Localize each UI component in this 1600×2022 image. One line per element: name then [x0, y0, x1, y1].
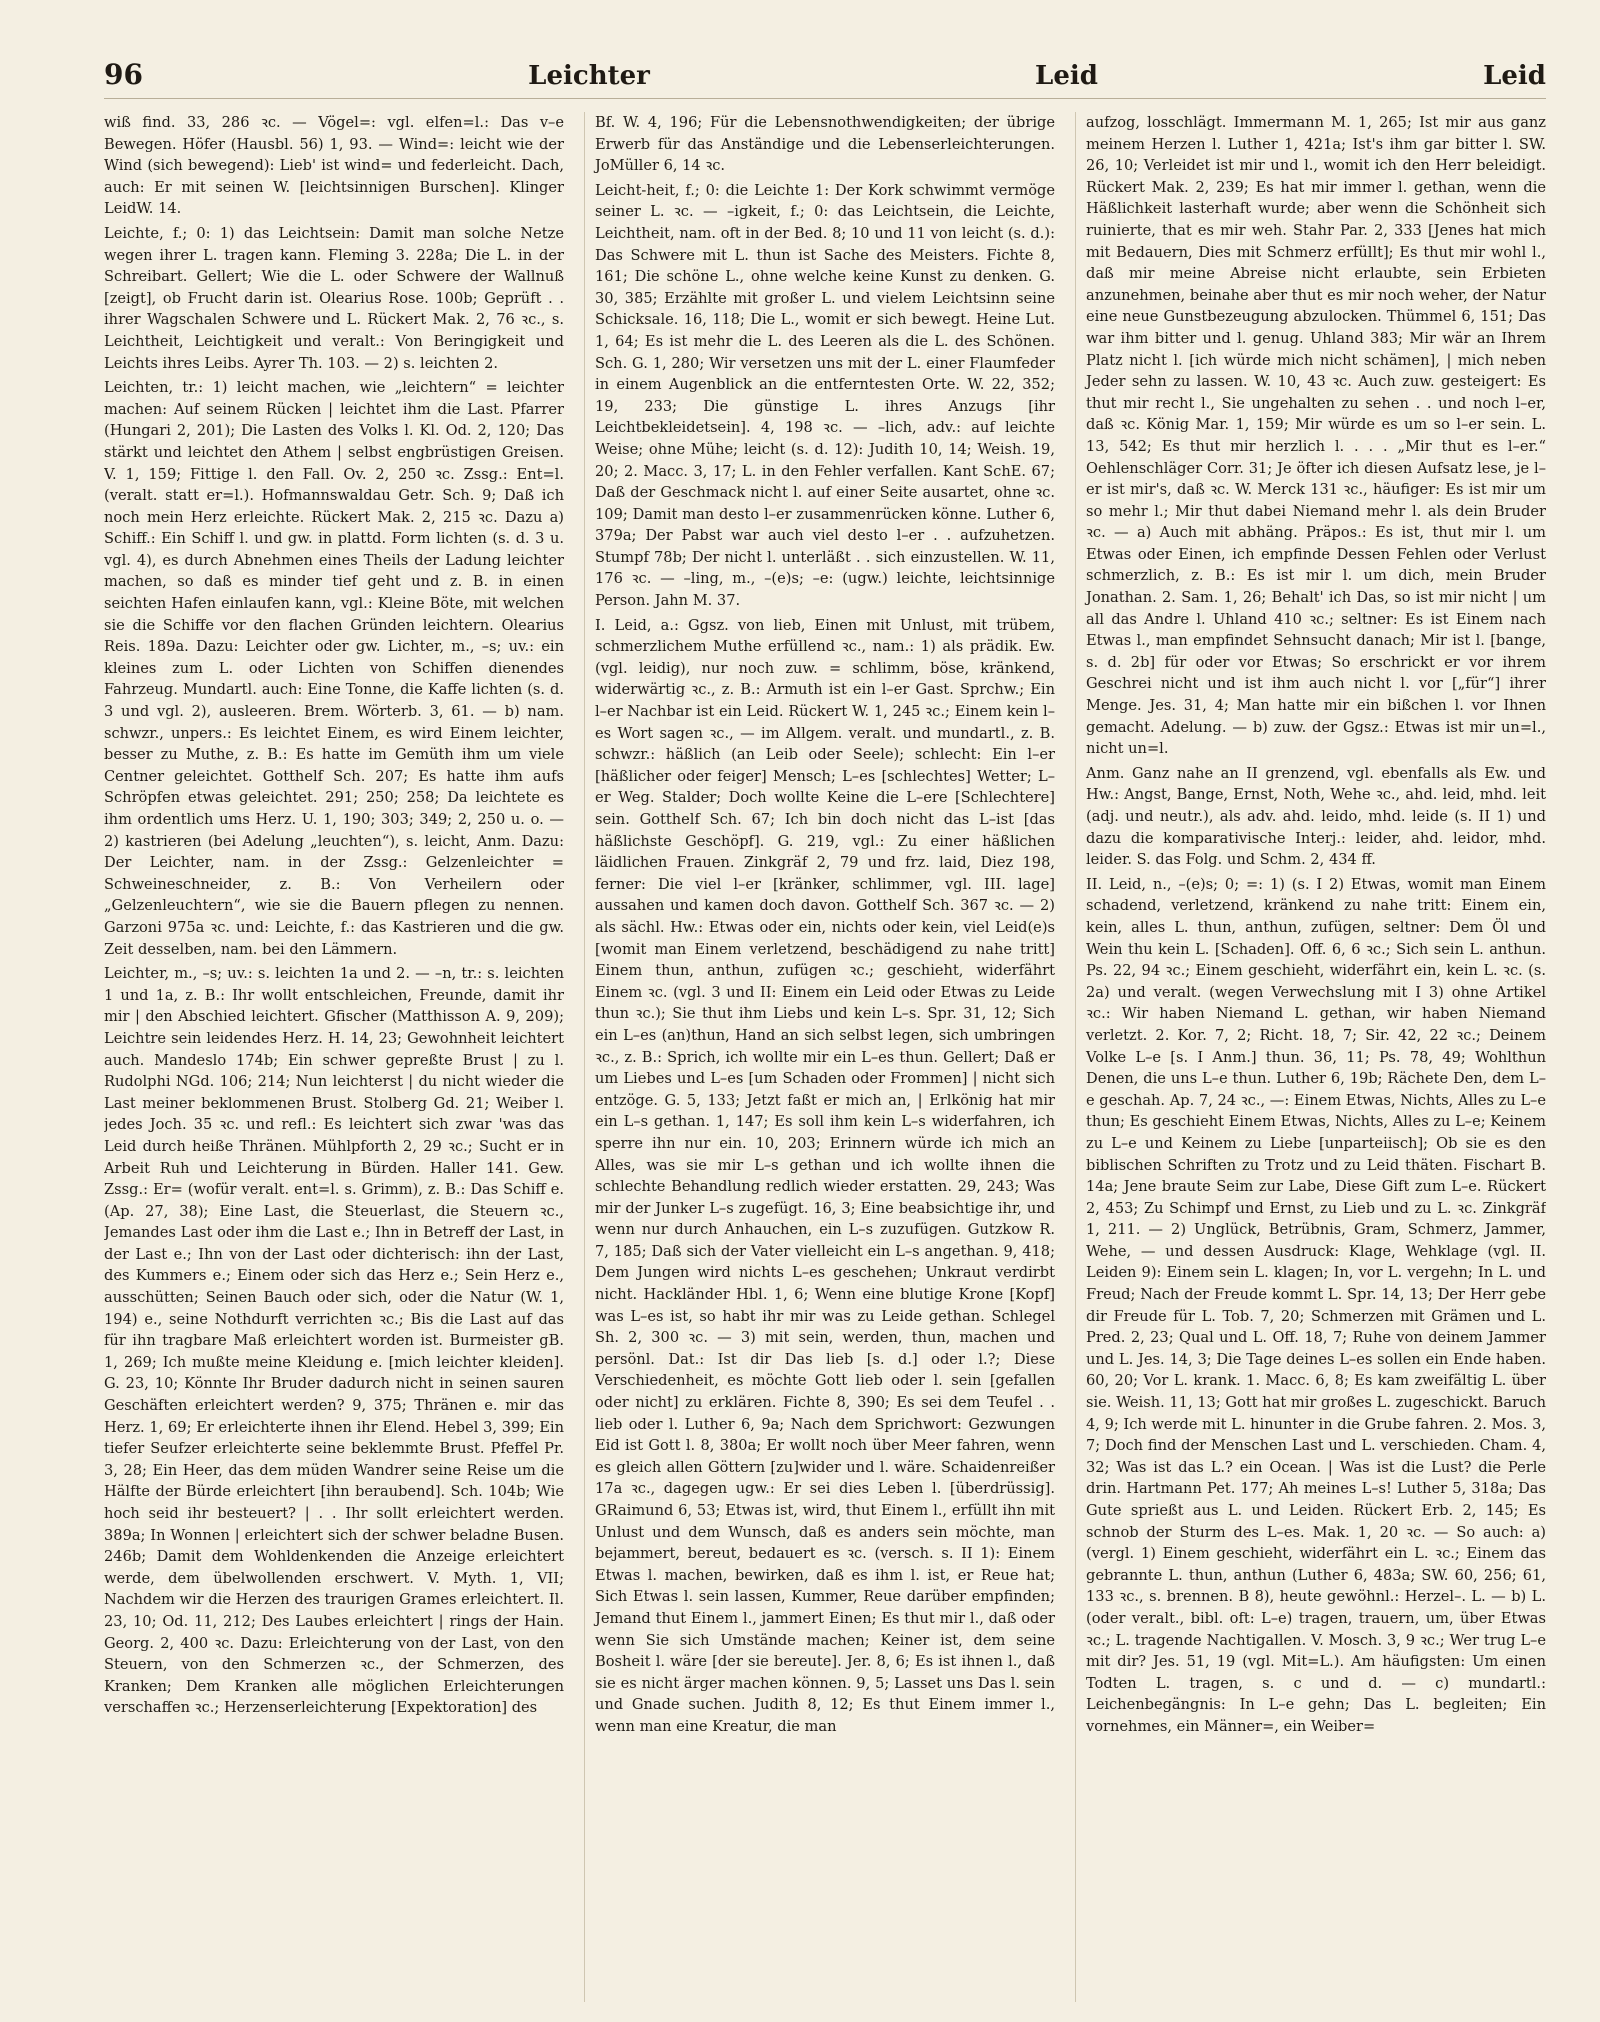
entry-paragraph: Leichte, f.; 0: 1) das Leichtsein: Damit man solche Netze wegen ihrer L. tragen kann. Fleming 3. 228a; Die L. in der Schreibart. Gellert; Wie die L. oder Schwere der Wallnuß [zeigt], ob Frucht darin ist. Olearius Rose. 100b; Geprüft . . ihrer Wagschalen Schwere und L. Rückert Mak. 2, 76 ꝛc., s. Leichtheit, Leichtigkeit und veralt.: Von Beringigkeit und Leichts ihres Leibs. Ayrer Th. 103. — 2) s. leichten 2. — [104, 224, 564, 372]
entry-paragraph: wiß find. 33, 286 ꝛc. — Vögel=: vgl. elfen=l.: Das v–e Bewegen. Höfer (Hausbl. 56) 1, 93. — Wind=: leicht wie der Wind (sich bewegend): Lieb' ist wind= und federleicht. Dach, auch: Er mit seinen W. [leichtsinnigen Burschen]. Klinger LeidW. 14. — [104, 114, 564, 218]
entry-paragraph: aufzog, losschlägt. Immermann M. 1, 265; Ist mir aus ganz meinem Herzen l. Luther 1, 421a; Ist's ihm gar bitter l. SW. 26, 10; Verleidet ist mir und l., womit ich den Herr beleidigt. Rückert Mak. 2, 239; Es hat mir immer l. gethan, wenn die Häßlichkeit lasterhaft wurde; aber wenn die Schönheit sich ruinierte, that es mir weh. Stahr Par. 2, 333 [Jenes hat mich mit Bedauern, Dies mit Schmerz erfüllt]; Es thut mir wohl l., daß mir meine Abreise nicht erlaubte, sein Erbieten anzunehmen, beinahe aber thut es mir noch weher, der Natur eine neue Gunstbezeugung abzulocken. Thümmel 6, 151; Das war ihm bitter und l. genug. Uhland 383; Mir wär an Ihrem Platz nicht l. [ich würde mich nicht schämen], | mich neben Jeder sehn zu lassen. W. 10, 43 ꝛc. Auch zuw. gesteigert: Es thut mir recht l., Sie ungehalten zu sehen . . und noch l–er, daß ꝛc. König Mar. 1, 159; Mir würde es um so l–er sein. L. 13, 542; Es thut mir herzlich l. . . . „Mir thut es l–er.“ Oehlenschläger Corr. 31; Je öfter ich diesen Aufsatz lese, je l–er ist mir's, daß ꝛc. W. Merck 131 ꝛc., häufiger: Es ist mir um so mehr l.; Mir thut dabei Niemand mehr l. als dein Bruder ꝛc. — a) Auch mit abhäng. Präpos.: Es ist, thut mir l. um Etwas oder Einen, ich empfinde Dessen Fehlen oder Verlust schmerzlich, z. B.: Es ist mir l. um dich, mein Bruder Jonathan. 2. Sam. 1, 26; Behalt' ich Das, so ist mir nicht | um all das Andre l. Uhland 410 ꝛc.; seltner: Es ist Einem nach Etwas l., man empfindet Sehnsucht danach; Mir ist l. [bange, s. d. 2b] für oder vor Etwas; So erschrickt er vor ihrem Geschrei nicht und ist ihm auch nicht l. vor [„für“] ihrer Menge. Jes. 31, 4; Man hatte mir ein bißchen l. vor Ihnen gemacht. Adelung. — b) zuw. der Ggsz.: Etwas ist mir un=l., nicht un=l. — [1086, 114, 1546, 758]
text-columns — [104, 112, 1546, 2002]
entry-paragraph: Leicht-heit, f.; 0: die Leichte 1: Der Kork schwimmt vermöge seiner L. ꝛc. — –igkeit, f.; 0: das Leichtsein, die Leichte, Leichtheit, nam. oft in der Bed. 8; 10 und 11 von leicht (s. d.): Das Schwere mit L. thun ist Sache des Meisters. Fichte 8, 161; Die schöne L., ohne welche keine Kunst zu denken. G. 30, 385; Erzählte mit großer L. und vielem Leichtsinn seine Schicksale. 16, 118; Die L., womit er sich bewegt. Heine Lut. 1, 64; Es ist mehr die L. des Leeren als die L. des Schönen. Sch. G. 1, 280; Wir versetzen uns mit der L. einer Flaumfeder in einem Augenblick an die entferntesten Orte. W. 22, 352; 19, 233; Die günstige L. ihres Anzugs [ihr Leichtbekleidetsein]. 4, 198 ꝛc. — –lich, adv.: auf leichte Weise; ohne Mühe; leicht (s. d. 12): Judith 10, 14; Weish. 19, 20; 2. Macc. 3, 17; L. in den Fehler verfallen. Kant SchE. 67; Daß der Geschmack nicht l. auf einer Seite ausartet, ohne ꝛc. 109; Damit man desto l–er zusammenrücken könne. Luther 6, 379a; Der Pabst war auch viel desto l–er . . aufzuhetzen. Stumpf 78b; Der nicht l. unterläßt . . sich einzustellen. W. 11, 176 ꝛc. — –ling, m., –(e)s; –e: (ugw.) leichte, leichtsinnige Person. Jahn M. 37. — [595, 181, 1055, 610]
header-left-word: Leichter — [528, 61, 650, 91]
column-left — [104, 112, 564, 2002]
entry-paragraph: Bf. W. 4, 196; Für die Lebensnothwendigkeiten; der übrige Erwerb für das Anständige und die Lebenserleichterungen. JoMüller 6, 14 ꝛc. — [595, 114, 1055, 175]
header-right-word: Leid — [1483, 61, 1546, 91]
running-header — [104, 58, 1546, 99]
column-right — [1075, 112, 1546, 2002]
entry-paragraph: I. Leid, a.: Ggsz. von lieb, Einen mit Unlust, mit trübem, schmerzlichem Muthe erfüllend ꝛc., nam.: 1) als prädik. Ew. (vgl. leidig), nur noch zuw. = schlimm, böse, kränkend, widerwärtig ꝛc., z. B.: Armuth ist ein l–er Gast. Sprchw.; Ein l–er Nachbar ist ein Leid. Rückert W. 1, 245 ꝛc.; Einem kein l–es Wort sagen ꝛc., — im Allgem. veralt. und mundartl., z. B. schwzr.: häßlich (an Leib oder Seele); schlecht: Ein l–er [häßlicher oder feiger] Mensch; L–es [schlechtes] Wetter; L–er Weg. Stalder; Doch wollte Keine die L–ere [Schlechtere] sein. Gotthelf Sch. 67; Ich bin doch nicht das L–ist [das häßlichste Geschöpf]. G. 219, vgl.: Zu einer häßlichen läidlichen Frauen. Zinkgräf 2, 79 und frz. laid, Diez 198, ferner: Die viel l–er [kränker, schlimmer, vgl. III. lage] aussahen und kamen doch davon. Gotthelf Sch. 367 ꝛc. — 2) als sächl. Hw.: Etwas oder ein, nichts oder kein, viel Leid(e)s [womit man Einem verletzend, beschädigend zu nahe tritt] Einem thun, anthun, zufügen ꝛc.; geschieht, widerfährt Einem ꝛc. (vgl. 3 und II: Einem ein Leid oder Etwas zu Leide thun ꝛc.); Sie thut ihm Liebs und kein L–s. Spr. 31, 12; Sich ein L–es (an)thun, Hand an sich selbst legen, sich umbringen ꝛc., z. B.: Sprich, ich wollte mir ein L–es thun. Gellert; Daß er um Liebes und L–es [um Schaden oder Frommen] | nicht sich entzöge. G. 5, 133; Jetzt faßt er mich an, | Erlkönig hat mir ein L–s gethan. 1, 147; Es soll ihm kein L–s widerfahren, ich sperre ihn nur ein. 10, 203; Erinnern würde ich mich an Alles, was sie mir L–s gethan und ich wollte ihnen die schlechte Behandlung redlich wieder erstatten. 29, 243; Was mir der Junker L–s zugefügt. 16, 3; Eine beabsichtige ihr, und wenn nur durch Anhauchen, ein L–s zuzufügen. Gutzkow R. 7, 185; Daß sich der Vater vielleicht ein L–s angethan. 9, 418; Dem Jungen wird nichts L–es geschehen; Unkraut verdirbt nicht. Hackländer Hbl. 1, 6; Wenn eine blutige Krone [Kopf] was L–es ist, so habt ihr mir was zu Leide gethan. Schlegel Sh. 2, 300 ꝛc. — 3) mit sein, werden, thun, machen und persönl. Dat.: Ist dir Das lieb [s. d.] oder l.?; Diese Verschiedenheit, es möchte Gott lieb oder l. sein [gefallen oder nicht] zu erklären. Fichte 8, 390; Es sei dem Teufel . . lieb oder l. Luther 6, 9a; Nach dem Sprichwort: Gezwungen Eid ist Gott l. 8, 380a; Er wollt noch über Meer fahren, wenn es gleich allen Göttern [zu]wider und l. wäre. Schaidenreißer 17a ꝛc., dagegen ugw.: Er sei dies Leben l. [überdrüssig]. GRaimund 6, 53; Etwas ist, wird, thut Einem l., erfüllt ihn mit Unlust und dem Wunsch, daß es anders sein möchte, man bejammert, bereut, bedauert es ꝛc. (versch. s. II 1): Einem Etwas l. machen, bewirken, daß es ihm l. ist, er Reue hat; Sich Etwas l. sein lassen, Kummer, Reue darüber empfinden; Jemand thut Einem l., jammert Einen; Es thut mir l., daß oder wenn Sie sich Umstände machen; Keiner ist, dem seine Bosheit l. wäre [der sie bereute]. Jer. 8, 6; Es ist ihnen l., daß sie es nicht ärger machen können. 9, 5; Lasset uns Das l. sein und Gnade suchen. Judith 8, 12; Es thut Einem immer l., wenn man eine Kreatur, die man — [595, 616, 1055, 1735]
entry-paragraph: Anm. Ganz nahe an II grenzend, vgl. ebenfalls als Ew. und Hw.: Angst, Bange, Ernst, Noth, Wehe ꝛc., ahd. leid, mhd. leit (adj. und neutr.), als adv. ahd. leido, mhd. leide (s. II 1) und dazu die komparativische Interj.: leider, ahd. leidor, mhd. leider. S. das Folg. und Schm. 2, 434 ff. — [1086, 764, 1546, 869]
header-center-word: Leid — [1035, 61, 1098, 91]
column-middle — [584, 112, 1055, 2002]
entry-paragraph: II. Leid, n., –(e)s; 0; =: 1) (s. I 2) Etwas, womit man Einem schadend, verletzend, kränkend zu nahe tritt: Einem ein, kein, alles L. thun, anthun, zufügen, seltner: Dem Öl und Wein thu kein L. [Schaden]. Off. 6, 6 ꝛc.; Sich sein L. anthun. Ps. 22, 94 ꝛc.; Einem geschieht, widerfährt ein, kein L. ꝛc. (s. 2a) und veralt. (wegen Verwechslung mit I 3) ohne Artikel ꝛc.: Wir haben Niemand L. gethan, wir haben Niemand verletzt. 2. Kor. 7, 2; Richt. 18, 7; Sir. 42, 22 ꝛc.; Deinem Volke L–e [s. I Anm.] thun. 36, 11; Ps. 78, 49; Wohlthun Denen, die uns L–e thun. Luther 6, 19b; Rächete Den, dem L–e geschah. Ap. 7, 24 ꝛc., —: Einem Etwas, Nichts, Alles zu L–e thun; Es geschieht Einem Etwas, Nichts, Alles zu L–e; Keinem zu L–e und Keinem zu Liebe [unparteiisch]; Ob sie es den biblischen Schriften zu Trotz und zu Leid thäten. Fischart B. 14a; Jene braute Seim zur Labe, Diese Gift zum L–e. Rückert 2, 453; Zu Schimpf und Ernst, zu Lieb und zu L. ꝛc. Zinkgräf 1, 211. — 2) Unglück, Betrübnis, Gram, Schmerz, Jammer, Wehe, — und dessen Ausdruck: Klage, Wehklage (vgl. II. Leiden 9): Einem sein L. klagen; In, vor L. vergehn; In L. und Freud; Nach der Freude kommt L. Spr. 14, 13; Der Herr gebe dir Freude für L. Tob. 7, 20; Schmerzen mit Grämen und L. Pred. 2, 23; Qual und L. Off. 18, 7; Ruhe von deinem Jammer und L. Jes. 14, 3; Die Tage deines L–es sollen ein Ende haben. 60, 20; Vor L. krank. 1. Macc. 6, 8; Es kam zweifältig L. über sie. Weish. 11, 13; Gott hat mir großes L. zugeschickt. Baruch 4, 9; Ich werde mit L. hinunter in die Grube fahren. 2. Mos. 3, 7; Doch find der Menschen Last und L. verschieden. Cham. 4, 32; Was ist das L.? ein Ocean. | Was ist die Lust? die Perle drin. Hartmann Pet. 177; Ah meines L–s! Luther 5, 318a; Das Gute sprießt aus L. und Leiden. Rückert Erb. 2, 145; Es schnob der Sturm des L–es. Mak. 1, 20 ꝛc. — So auch: a) (vergl. 1) Einem geschieht, widerfährt ein L. ꝛc.; Einem das gebrannte L. thun, anthun (Luther 6, 483a; SW. 60, 256; 61, 133 ꝛc., s. brennen. B 8), heute gewöhnl.: Herzel–. L. — b) L. (oder veralt., bibl. oft: L–e) tragen, trauern, um, über Etwas ꝛc.; L. tragende Nachtigallen. V. Mosch. 3, 9 ꝛc.; Wer trug L–e mit dir? Jes. 51, 19 (vgl. Mit=L.). Am häufigsten: Um einen Todten L. tragen, s. c und d. — c) mundartl.: Leichenbegängnis: In L–e gehn; Das L. begleiten; Ein vornehmes, ein Männer=, ein Weiber= — [1086, 875, 1546, 1735]
entry-paragraph: Leichten, tr.: 1) leicht machen, wie „leichtern“ = leichter machen: Auf seinem Rücken | leichtet ihm die Last. Pfarrer (Hungari 2, 201); Die Lasten des Volks l. Kl. Od. 2, 120; Das stärkt und leichtet den Athem | selbst engbrüstigen Greisen. V. 1, 159; Fittige l. den Fall. Ov. 2, 250 ꝛc. Zssg.: Ent=l. (veralt. statt er=l.). Hofmannswaldau Getr. Sch. 9; Daß ich noch mein Herz erleichte. Rückert Mak. 2, 215 ꝛc. Dazu a) Schiff.: Ein Schiff l. und gw. in plattd. Form lichten (s. d. 3 u. vgl. 4), es durch Abnehmen eines Theils der Ladung leichter machen, so daß es minder tief geht und z. B. in einen seichten Hafen einlaufen kann, vgl.: Kleine Böte, mit welchen sie die Schiffe vor den flachen Gründen leichtern. Olearius Reis. 189a. Dazu: Leichter oder gw. Lichter, m., –s; uv.: ein kleines zum L. oder Lichten von Schiffen dienendes Fahrzeug. Mundartl. auch: Eine Tonne, die Kaffe lichten (s. d. 3 und vgl. 2), ausleeren. Brem. Wörterb. 3, 61. — b) nam. schwzr., unpers.: Es leichtet Einem, es wird Einem leichter, besser zu Muthe, z. B.: Es hatte im Gemüth ihm um viele Centner geleichtet. Gotthelf Sch. 207; Es hatte ihm aufs Schröpfen etwas geleichtet. 291; 250; 258; Da leichtete es ihm ordentlich ums Herz. U. 1, 190; 303; 349; 2, 250 u. o. — 2) kastrieren (bei Adelung „leuchten“), s. leicht, Anm. Dazu: Der Leichter, nam. in der Zssg.: Gelzenleichter = Schweineschneider, z. B.: Von Verheilern oder „Gelzenleuchtern“, wie sie die Bauern pflegen zu nennen. Garzoni 975a ꝛc. und: Leichte, f.: das Kastrieren und die gw. Zeit desselben, nam. bei den Lämmern. — [104, 379, 564, 958]
page-number: 96 — [104, 58, 143, 91]
entry-paragraph: Leichter, m., –s; uv.: s. leichten 1a und 2. — –n, tr.: s. leichten 1 und 1a, z. B.: Ihr wollt entschleichen, Freunde, damit ihr mir | den Abschied leichtert. Gfischer (Matthisson A. 9, 209); Leichtre sein leidendes Herz. H. 14, 23; Gewohnheit leichtert auch. Mandeslo 174b; Ein schwer gepreßte Brust | zu l. Rudolphi NGd. 106; 214; Nun leichterst | du nicht wieder die Last meiner beklommenen Brust. Stolberg Gd. 21; Weiber l. jedes Joch. 35 ꝛc. und refl.: Es leichtert sich zwar 'was das Leid durch heiße Thränen. Mühlpforth 2, 29 ꝛc.; Sucht er in Arbeit Ruh und Leichterung in Bürden. Haller 141. Gew. Zssg.: Er= (wofür veralt. ent=l. s. Grimm), z. B.: Das Schiff e. (Ap. 27, 38); Eine Last, die Steuerlast, die Steuern ꝛc., Jemandes Last oder ihm die Last e.; Ihn in Betreff der Last, in der Last e.; Ihn von der Last oder dichterisch: ihn der Last, des Kummers e.; Einem oder sich das Herz e.; Sein Herz e., ausschütten; Seinen Bauch oder sich, oder die Natur (W. 1, 194) e., seine Nothdurft verrichten ꝛc.; Bis die Last auf das für ihn tragbare Maß erleichtert worden ist. Burmeister gB. 1, 269; Ich mußte meine Kleidung e. [mich leichter kleiden]. G. 23, 10; Könnte Ihr Bruder dadurch nicht in seinen sauren Geschäften erleichtert werden? 9, 375; Thränen e. mir das Herz. 1, 69; Er erleichterte ihnen ihr Elend. Hebel 3, 399; Ein tiefer Seufzer erleichterte seine beklemmte Brust. Pfeffel Pr. 3, 28; Ein Heer, das dem müden Wandrer seine Reise um die Hälfte der Bürde erleichtert [ihn beraubend]. Sch. 104b; Wie hoch seid ihr besteuert? | . . Ihr sollt erleichtert werden. 389a; In Wonnen | erleichtert sich der schwer beladne Busen. 246b; Damit dem Wohldenkenden die Anzeige erleichtert werde, dem übelwollenden erschwert. V. Myth. 1, VII; Nachdem wir die Herzen des traurigen Grames erleichtert. Il. 23, 10; Od. 11, 212; Des Laubes erleichtert | rings der Hain. Georg. 2, 400 ꝛc. Dazu: Erleichterung von der Last, von den Steuern, von den Schmerzen ꝛc., der Schmerzen, des Kranken; Dem Kranken alle möglichen Erleichterungen verschaffen ꝛc.; Herzenserleichterung [Expektoration] des — [104, 965, 564, 1717]
